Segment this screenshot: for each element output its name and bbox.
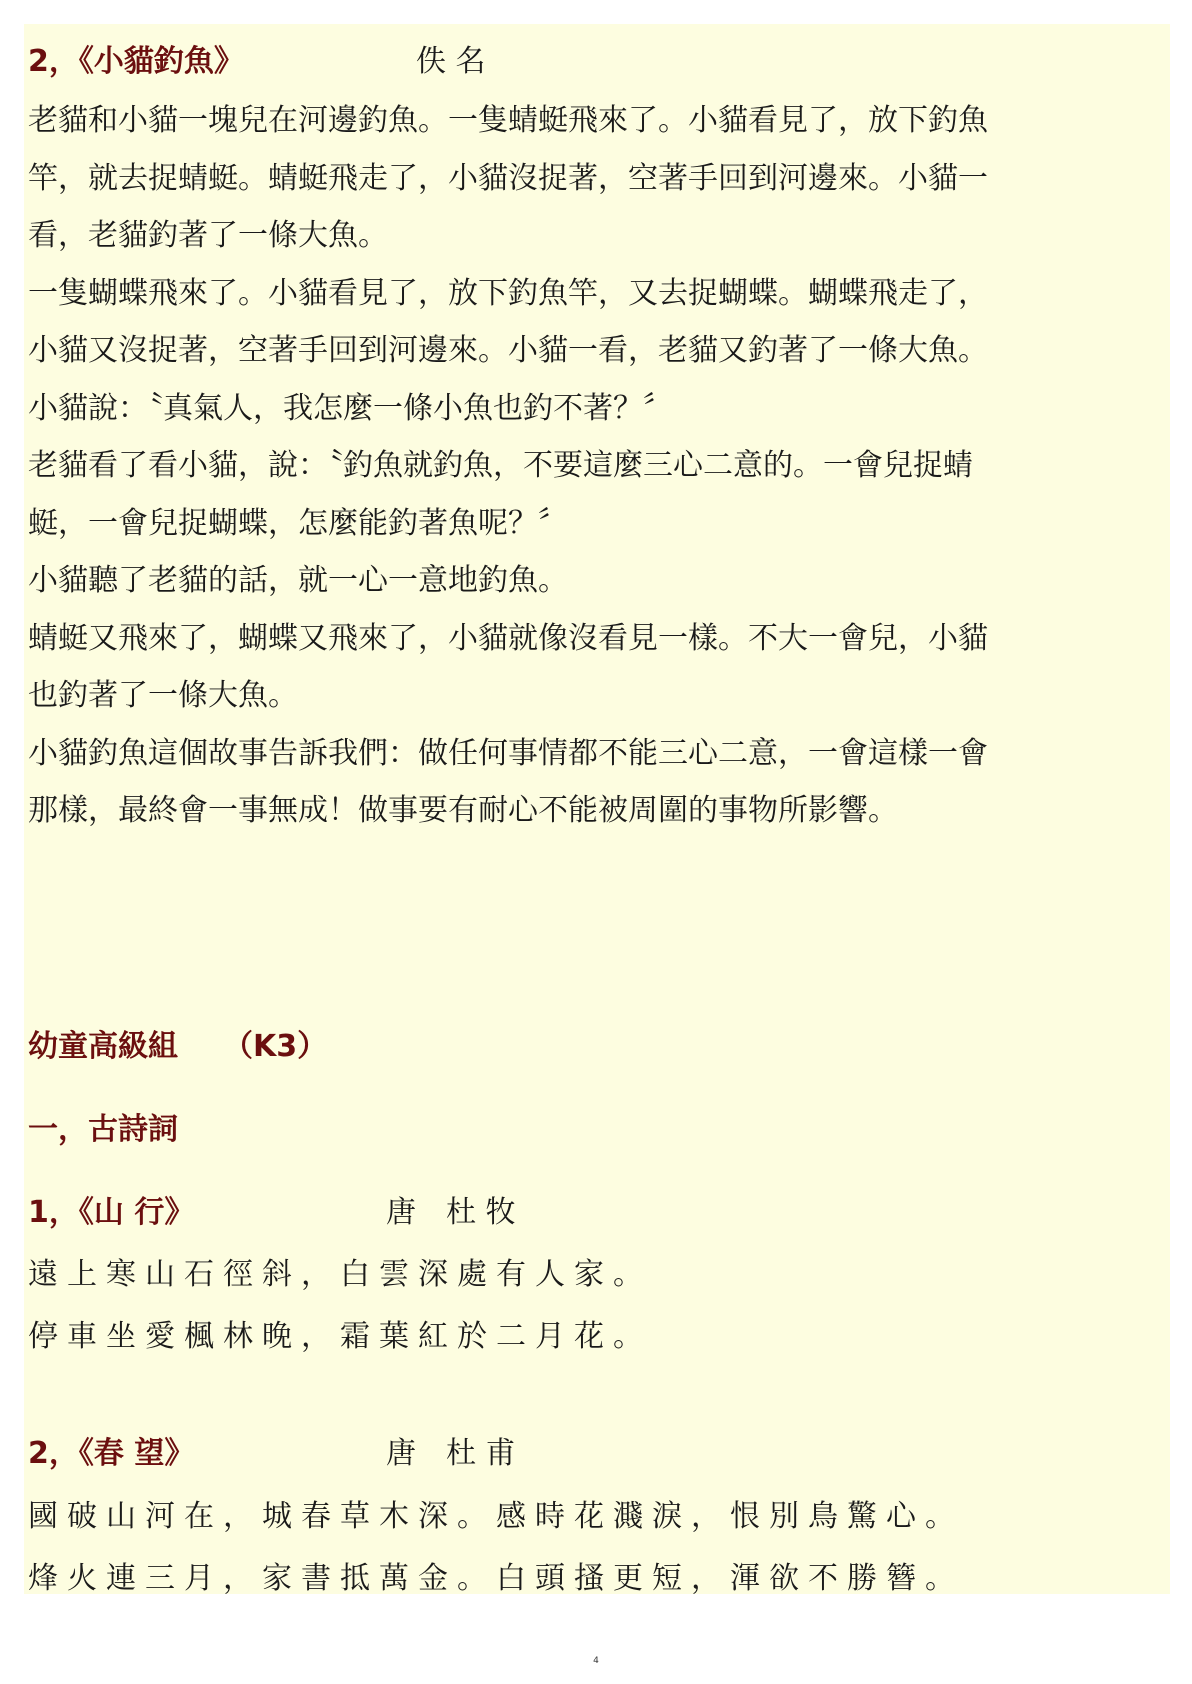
story-line: 小貓聽了老貓的話，就一心一意地釣魚。 [28, 563, 568, 598]
story-line: 小貓釣魚這個故事告訴我們：做任何事情都不能三心二意，一會這樣一會 [28, 736, 988, 771]
section-heading: 一，古詩詞 [28, 1112, 178, 1147]
poem-line: 遠上寒山石徑斜，白雲深處有人家。 [28, 1257, 652, 1292]
poem-line: 國破山河在，城春草木深。感時花濺淚，恨別鳥驚心。 [28, 1499, 964, 1534]
story-line: 老貓看了看小貓，說：〝釣魚就釣魚，不要這麼三心二意的。一會兒捉蜻 [28, 448, 973, 483]
story-line: 也釣著了一條大魚。 [28, 678, 298, 713]
story-line: 老貓和小貓一塊兒在河邊釣魚。一隻蜻蜓飛來了。小貓看見了，放下釣魚 [28, 103, 988, 138]
story-title-row [28, 42, 486, 82]
poem-line: 停車坐愛楓林晚，霜葉紅於二月花。 [28, 1319, 652, 1354]
poem-author: 唐 杜 甫 [386, 1436, 516, 1471]
poem-title-row [28, 1434, 516, 1474]
group-heading: 幼童高級組 （K3） [28, 1029, 328, 1064]
story-line: 那樣，最終會一事無成！做事要有耐心不能被周圍的事物所影響。 [28, 793, 898, 828]
story-line: 一隻蝴蝶飛來了。小貓看見了，放下釣魚竿，又去捉蝴蝶。蝴蝶飛走了， [28, 276, 988, 311]
story-line: 看，老貓釣著了一條大魚。 [28, 218, 388, 253]
poem-line: 烽火連三月，家書抵萬金。白頭搔更短，渾欲不勝簪。 [28, 1561, 964, 1596]
poem-title: 2，《春 望》 [28, 1436, 195, 1471]
story-title: 2，《小貓釣魚》 [28, 44, 244, 79]
story-line: 蜻蜓又飛來了，蝴蝶又飛來了，小貓就像沒看見一樣。不大一會兒，小貓 [28, 621, 988, 656]
story-author: 佚 名 [416, 44, 486, 79]
poem-title-row [28, 1193, 516, 1233]
story-line: 竿，就去捉蜻蜓。蜻蜓飛走了，小貓沒捉著，空著手回到河邊來。小貓一 [28, 161, 988, 196]
story-line: 蜓，一會兒捉蝴蝶，怎麼能釣著魚呢？〞 [28, 506, 568, 541]
poem-title: 1，《山 行》 [28, 1195, 195, 1230]
story-line: 小貓又沒捉著，空著手回到河邊來。小貓一看，老貓又釣著了一條大魚。 [28, 333, 988, 368]
page-number: 4 [593, 1656, 599, 1666]
poem-author: 唐 杜 牧 [386, 1195, 516, 1230]
story-line: 小貓說：〝真氣人，我怎麼一條小魚也釣不著？〞 [28, 391, 673, 426]
